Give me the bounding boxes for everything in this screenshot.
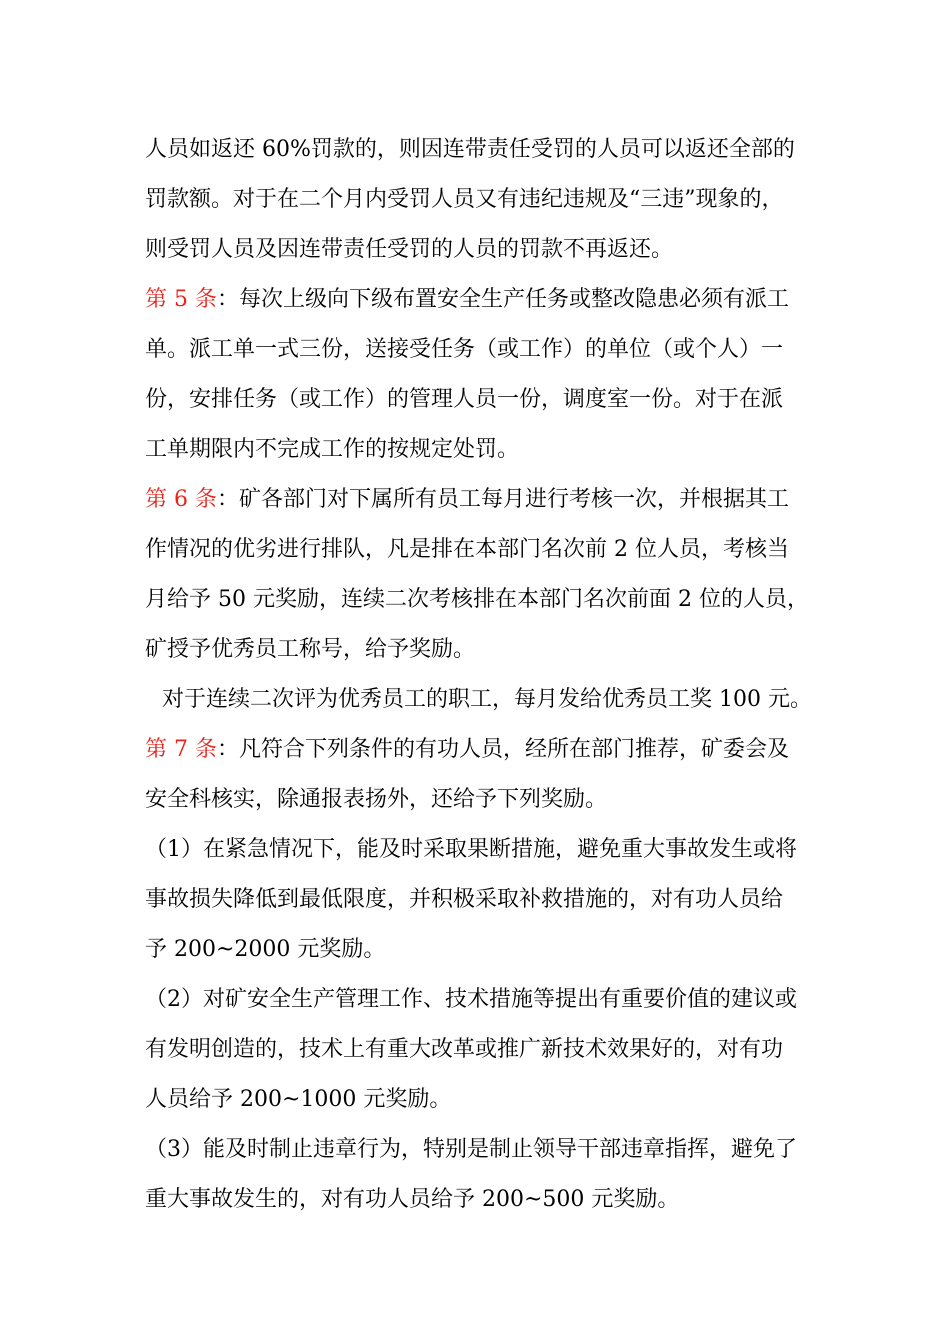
list-item-1-line: 予 200~2000 元奖励。 [145,937,386,962]
article-7-first-line [145,733,825,767]
text-line: 月给予 50 元奖励，连续二次考核排在本部门名次前面 2 位的人员， [145,587,809,612]
text-line: 人员如返还 60%罚款的，则因连带责任受罚的人员可以返还全部的 [145,137,795,162]
article-7-label: 第 7 条 [145,737,217,762]
text-line: 份，安排任务（或工作）的管理人员一份，调度室一份。对于在派 [145,387,784,412]
article-6-text: ：矿各部门对下属所有员工每月进行考核一次，并根据其工 [216,487,789,512]
article-7-text: ：凡符合下列条件的有功人员，经所在部门推荐，矿委会及 [216,737,789,762]
list-item-2-line: 人员给予 200~1000 元奖励。 [145,1087,452,1112]
article-5-label: 第 5 条 [145,287,217,312]
article-5-first-line [145,283,825,317]
text-line: 单。派工单一式三份，送接受任务（或工作）的单位（或个人）一 [145,337,784,362]
text-line: 矿授予优秀员工称号，给予奖励。 [145,637,476,662]
list-item-2-line: 有发明创造的，技术上有重大改革或推广新技术效果好的，对有功 [145,1037,784,1062]
list-item-1-line: （1）在紧急情况下，能及时采取果断措施，避免重大事故发生或将 [145,837,797,862]
list-item-1-line: 事故损失降低到最低限度，并积极采取补救措施的，对有功人员给 [145,887,784,912]
text-line: 安全科核实，除通报表扬外，还给予下列奖励。 [145,787,608,812]
text-line: 则受罚人员及因连带责任受罚的人员的罚款不再返还。 [145,237,674,262]
article-5-text: ：每次上级向下级布置安全生产任务或整改隐患必须有派工 [216,287,789,312]
article-6-first-line [145,483,825,517]
list-item-3-line: （3）能及时制止违章行为，特别是制止领导干部违章指挥，避免了 [145,1137,797,1162]
article-6-label: 第 6 条 [145,487,217,512]
text-line: 作情况的优劣进行排队，凡是排在本部门名次前 2 位人员，考核当 [145,537,789,562]
text-line: 罚款额。对于在二个月内受罚人员又有违纪违规及“三违”现象的， [145,187,784,212]
list-item-3-line: 重大事故发生的，对有功人员给予 200~500 元奖励。 [145,1187,680,1212]
list-item-2-line: （2）对矿安全生产管理工作、技术措施等提出有重要价值的建议或 [145,987,797,1012]
text-line: 对于连续二次评为优秀员工的职工，每月发给优秀员工奖 100 元。 [162,687,812,712]
text-line: 工单期限内不完成工作的按规定处罚。 [145,437,520,462]
